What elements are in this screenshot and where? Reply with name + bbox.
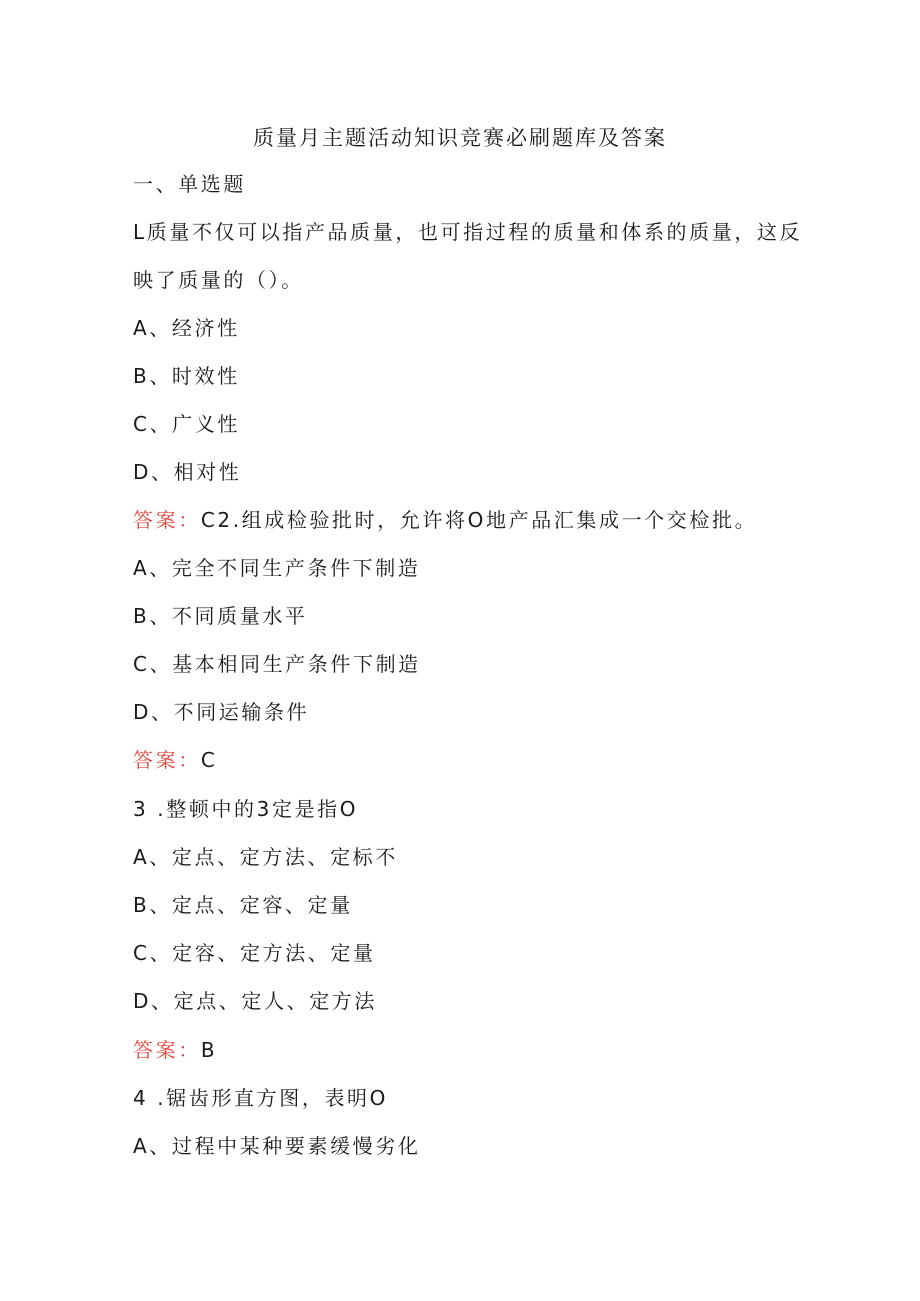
question-1-option-d: D、相对性 — [133, 460, 242, 484]
answer-label: 答案： — [133, 748, 201, 772]
answer-label: 答案： — [133, 508, 201, 532]
question-3-option-a: A、定点、定方法、定标不 — [133, 845, 398, 869]
question-3-option-c: C、定容、定方法、定量 — [133, 941, 376, 965]
question-3-option-d: D、定点、定人、定方法 — [133, 989, 378, 1013]
answer-1-text: C2.组成检验批时，允许将O地产品汇集成一个交检批。 — [200, 508, 758, 532]
answer-1 — [133, 506, 757, 534]
answer-3-text: B — [200, 1038, 218, 1062]
section-heading: 一、单选题 — [133, 172, 246, 196]
answer-3 — [133, 1036, 217, 1064]
question-2-option-a: A、完全不同生产条件下制造 — [133, 556, 421, 580]
question-1-line-2: 映了质量的（）。 — [133, 268, 304, 292]
question-2-option-c: C、基本相同生产条件下制造 — [133, 652, 421, 676]
question-2-option-d: D、不同运输条件 — [133, 700, 310, 724]
question-3-option-b: B、定点、定容、定量 — [133, 893, 353, 917]
question-1-option-b: B、时效性 — [133, 364, 240, 388]
question-1-line-1: L质量不仅可以指产品质量，也可指过程的质量和体系的质量，这反 — [133, 220, 803, 244]
question-4-text: 4 .锯齿形直方图，表明O — [133, 1086, 388, 1110]
answer-label: 答案： — [133, 1038, 201, 1062]
question-2-option-b: B、不同质量水平 — [133, 604, 308, 628]
answer-2-text: C — [200, 748, 218, 772]
question-1-option-c: C、广义性 — [133, 412, 240, 436]
document-title: 质量月主题活动知识竞赛必刷题库及答案 — [253, 126, 667, 150]
answer-2 — [133, 746, 217, 774]
question-3-text: 3 .整顿中的3定是指O — [133, 797, 359, 821]
question-1-option-a: A、经济性 — [133, 316, 240, 340]
question-4-option-a: A、过程中某种要素缓慢劣化 — [133, 1134, 421, 1158]
